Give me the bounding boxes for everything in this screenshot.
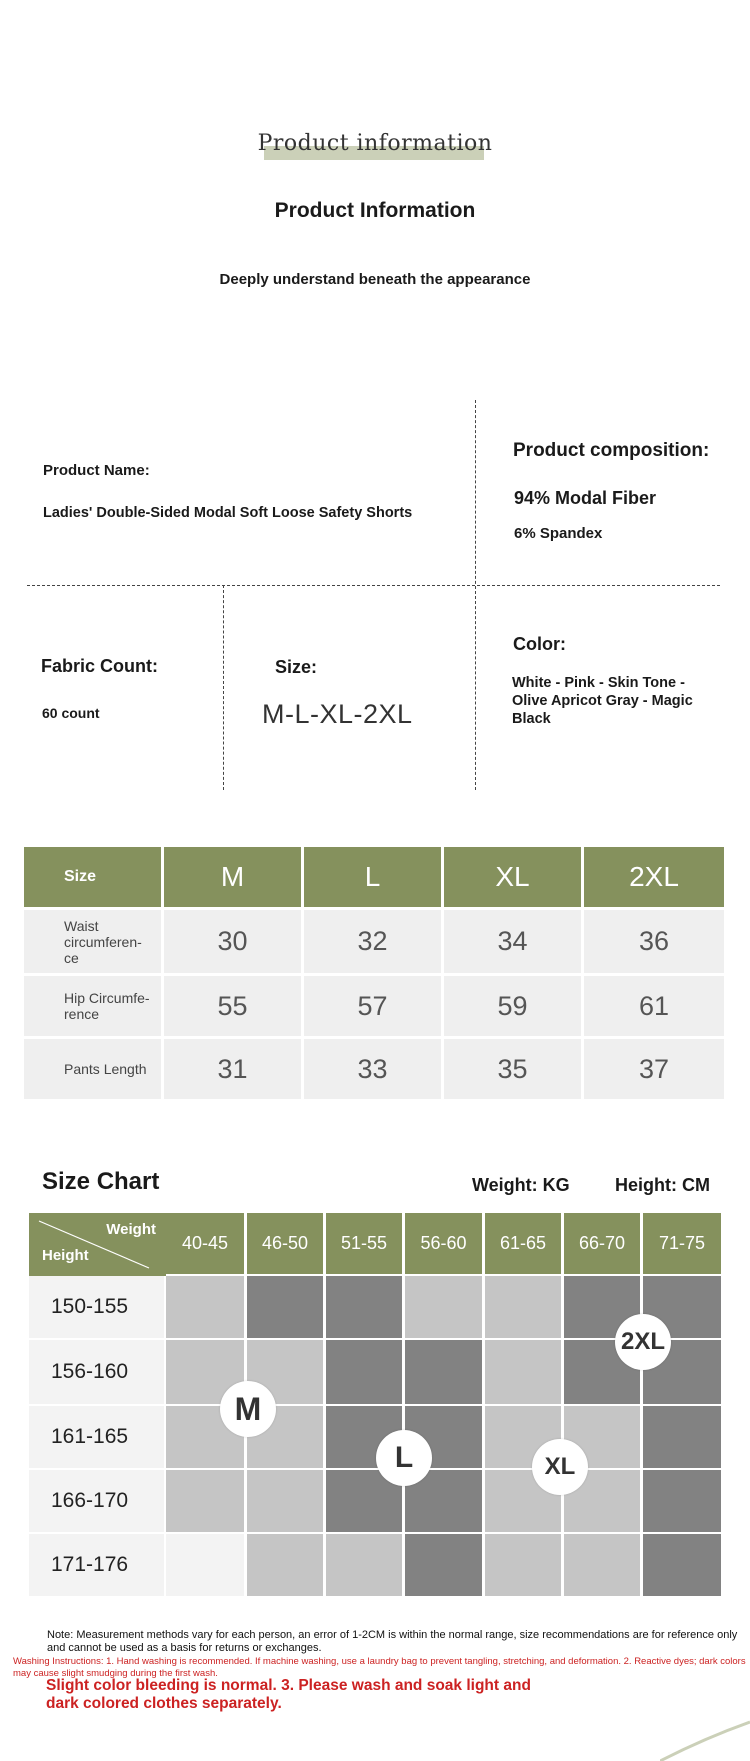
table-header-cell: Size <box>24 847 164 910</box>
decorative-curve <box>660 1720 750 1761</box>
weight-column-header: 40-45 <box>166 1213 244 1274</box>
size-value: M-L-XL-2XL <box>262 699 413 729</box>
table-cell: 34 <box>444 910 584 976</box>
table-header-cell: XL <box>444 847 584 910</box>
table-cell: 55 <box>164 976 304 1039</box>
table-row-label: Hip Circumfe-rence <box>24 976 164 1039</box>
composition-item-2: 6% Spandex <box>514 525 603 542</box>
divider-vertical-left <box>223 585 224 790</box>
size-chart-cell <box>247 1470 323 1532</box>
measurement-table <box>24 847 725 1102</box>
table-cell: 37 <box>584 1039 724 1102</box>
size-chart-cell <box>166 1534 244 1596</box>
size-chart-cell <box>643 1534 721 1596</box>
size-chart-grid <box>29 1213 723 1601</box>
table-row-label: Pants Length <box>24 1039 164 1102</box>
table-cell: 31 <box>164 1039 304 1102</box>
color-label: Color: <box>513 634 566 654</box>
size-chart-cell <box>485 1276 561 1338</box>
size-chart-cell <box>643 1406 721 1468</box>
page-heading: Product Information <box>274 199 476 222</box>
page-subtitle: Deeply understand beneath the appearance <box>219 271 531 288</box>
size-chart-cell <box>247 1276 323 1338</box>
size-badge-xl: XL <box>532 1439 588 1495</box>
weight-column-header: 46-50 <box>247 1213 323 1274</box>
height-row-header: 156-160 <box>29 1340 164 1404</box>
size-chart-cell <box>405 1340 482 1404</box>
table-cell: 59 <box>444 976 584 1039</box>
size-chart-title: Size Chart <box>42 1168 160 1195</box>
table-header-cell: L <box>304 847 444 910</box>
table-cell: 36 <box>584 910 724 976</box>
table-cell: 61 <box>584 976 724 1039</box>
size-chart-cell <box>643 1470 721 1532</box>
section-title: Product information <box>257 131 493 156</box>
table-cell: 35 <box>444 1039 584 1102</box>
product-name-label: Product Name: <box>43 462 150 479</box>
size-chart-cell <box>326 1340 402 1404</box>
weight-column-header: 66-70 <box>564 1213 640 1274</box>
size-badge-m: M <box>220 1381 276 1437</box>
height-unit-label: Height: CM <box>615 1175 710 1195</box>
size-chart-cell <box>405 1534 482 1596</box>
height-row-header: 166-170 <box>29 1470 164 1532</box>
table-cell: 30 <box>164 910 304 976</box>
weight-column-header: 61-65 <box>485 1213 561 1274</box>
weight-column-header: 56-60 <box>405 1213 482 1274</box>
corner-weight-label: Weight <box>106 1221 156 1238</box>
size-chart-cell <box>485 1534 561 1596</box>
washing-instructions-small: Washing Instructions: 1. Hand washing is recommended. If machine washing, use a laundry bag to prevent tangling, stretching, and deformation. 2. Reactive dyes; dark colors may cause slight smudging during the first wash. <box>13 1656 746 1679</box>
size-chart-cell <box>247 1534 323 1596</box>
divider-horizontal <box>27 585 720 586</box>
height-row-header: 161-165 <box>29 1406 164 1468</box>
size-badge-l: L <box>376 1430 432 1486</box>
table-row <box>24 976 725 1039</box>
table-header-cell: M <box>164 847 304 910</box>
size-chart-cell <box>166 1276 244 1338</box>
fabric-count-label: Fabric Count: <box>41 656 158 676</box>
weight-unit-label: Weight: KG <box>472 1175 570 1195</box>
fabric-count-value: 60 count <box>42 705 100 721</box>
size-chart-cell <box>166 1470 244 1532</box>
corner-height-label: Height <box>42 1247 89 1264</box>
size-chart-cell <box>564 1534 640 1596</box>
size-chart-cell <box>326 1534 402 1596</box>
height-row-header: 150-155 <box>29 1276 164 1338</box>
table-header-row <box>24 847 725 910</box>
size-badge-2xl: 2XL <box>615 1314 671 1370</box>
divider-vertical-right <box>475 400 476 790</box>
table-cell: 33 <box>304 1039 444 1102</box>
product-name-value: Ladies' Double-Sided Modal Soft Loose Safety Shorts <box>43 505 413 521</box>
table-row-label: Waist circumferen-ce <box>24 910 164 976</box>
color-value: White - Pink - Skin Tone - Olive Apricot Gray - Magic Black <box>512 675 693 727</box>
size-chart-cell <box>326 1276 402 1338</box>
measurement-note: Note: Measurement methods vary for each person, an error of 1-2CM is within the normal range, size recommendations are for reference only and cannot be used as a basis for returns or exchanges. <box>47 1629 738 1654</box>
washing-instructions-large: Slight color bleeding is normal. 3. Please wash and soak light and dark colored clothes separately. <box>46 1677 531 1712</box>
table-header-cell: 2XL <box>584 847 724 910</box>
weight-column-header: 71-75 <box>643 1213 721 1274</box>
size-chart-corner <box>29 1213 166 1276</box>
table-cell: 32 <box>304 910 444 976</box>
table-row <box>24 1039 725 1102</box>
table-row <box>24 910 725 976</box>
table-cell: 57 <box>304 976 444 1039</box>
size-label: Size: <box>275 657 318 677</box>
weight-column-header: 51-55 <box>326 1213 402 1274</box>
composition-item-1: 94% Modal Fiber <box>514 488 657 508</box>
height-row-header: 171-176 <box>29 1534 164 1596</box>
size-chart-cell <box>405 1276 482 1338</box>
composition-label: Product composition: <box>513 440 710 461</box>
size-chart-cell <box>485 1340 561 1404</box>
